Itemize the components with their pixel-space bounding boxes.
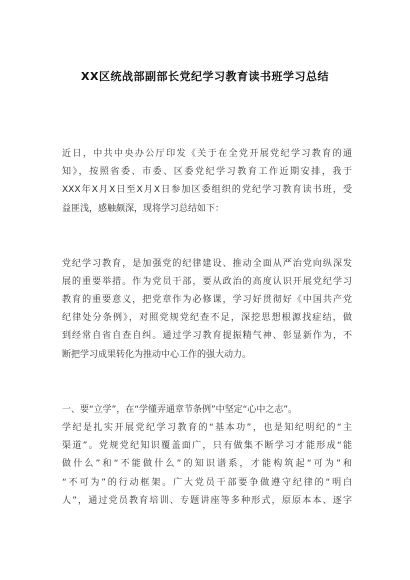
paragraph-2-line-6: 断把学习成果转化为推动中心工作的强大动力。	[62, 350, 252, 360]
paragraph-3-line-2: 学纪是扎实开展党纪学习教育的“基本功”，也是知纪明纪的“主	[62, 423, 352, 433]
paragraph-2-line-2: 展的重要举措。作为党员干部，要从政治的高度认识开展党纪学习	[62, 277, 352, 287]
paragraph-2-line-5: 到经常自省自查自纠。通过学习教育提振精气神、彰显新作为，不	[62, 331, 352, 341]
paragraph-3-line-3: 渠道”。党规党纪知识覆盖面广，只有做集不断学习才能形成“能	[62, 441, 352, 451]
paragraph-3-line-6: 人”，通过党员教育培训、专题讲座等多种形式，原原本本、逐字	[62, 496, 352, 506]
paragraph-3-line-4: 做什么”和“不能做什么”的知识谱系，才能构筑起“可为”和	[62, 459, 352, 469]
paragraph-3-line-5: “不可为”的行动框架。广大党员干部要争做遵守纪律的“明白	[62, 478, 352, 488]
paragraph-3-line-1: 一、要“立学”，在“学懂弄通章节条例”中坚定“心中之志”。	[62, 405, 297, 415]
paragraph-1-line-2: 知》，按照省委、市委、区委党纪学习教育工作近期安排，我于	[62, 167, 352, 177]
paragraph-2-line-3: 教育的重要意义，把党章作为必修课，学习好贯彻好《中国共产党	[62, 295, 352, 305]
paragraph-1-line-4: 益匪浅，感触颇深，现将学习总结如下：	[62, 204, 225, 214]
paragraph-1-line-3: XXX年X月X日至X月X日参加区委组织的党纪学习教育读书班，受	[62, 185, 352, 195]
paragraph-2-line-1: 党纪学习教育，是加强党的纪律建设、推动全面从严治党向纵深发	[62, 259, 352, 269]
document-title: XX区统战部副部长党纪学习教育读书班学习总结	[81, 70, 329, 83]
paragraph-2-line-4: 纪律处分条例》，对照党规党纪查不足，深挖思想根源找症结，做	[62, 313, 352, 323]
paragraph-1-line-1: 近日，中共中央办公厅印发《关于在全党开展党纪学习教育的通	[62, 149, 352, 159]
